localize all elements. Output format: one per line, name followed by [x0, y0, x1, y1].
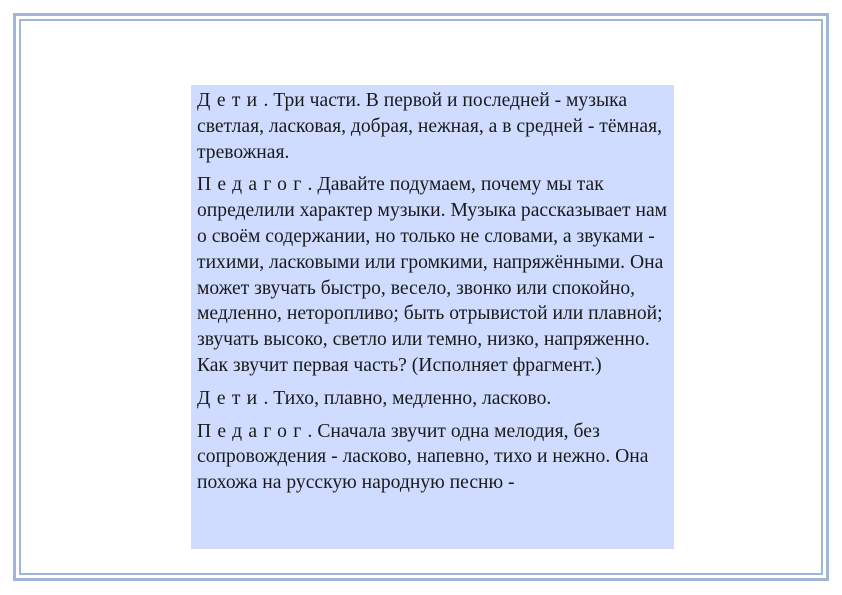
paragraph-text: Три части. В первой и последней - музыка светлая, ласковая, добрая, нежная, а в средней - тёмная, тревожная. [197, 90, 663, 163]
speaker-name: Дети [197, 387, 264, 409]
dialogue-text-box [191, 85, 674, 549]
speaker-name: Педагог [197, 174, 308, 196]
paragraph-text: Тихо, плавно, медленно, ласково. [273, 387, 552, 409]
speaker-name: Педагог [197, 420, 308, 442]
dialogue-paragraph: Педагог. Сначала звучит одна мелодия, без сопровождения - ласково, напевно, тихо и нежно. Она похожа на русскую народную песню - [197, 420, 649, 494]
dialogue-paragraph: Дети. Три части. В первой и последней - музыка светлая, ласковая, добрая, нежная, а в средней - тёмная, тревожная. [197, 90, 663, 163]
speaker-name: Дети [197, 90, 264, 111]
dialogue-paragraph: Дети. Тихо, плавно, медленно, ласково. [197, 387, 552, 409]
dialogue-paragraph: Педагог. Давайте подумаем, почему мы так определили характер музыки. Музыка рассказывает нам о своём содержании, но только не словами, а звуками - тихими, ласковыми или громкими, напряжёнными. Она может звучать быстро, весело, звонко или спокойно, медленно, неторопливо; быть отрывистой или плавной; звучать высоко, светло или темно, низко, напряженно. Как звучит первая часть? (Исполняет фрагмент.) [197, 174, 668, 376]
paragraph-text: Сначала звучит одна мелодия, без сопровождения - ласково, напевно, тихо и нежно. Она похожа на русскую народную песню - [197, 420, 649, 494]
paragraph-text: Давайте подумаем, почему мы так определили характер музыки. Музыка рассказывает нам о своём содержании, но только не словами, а звуками - тихими, ласковыми или громкими, напряжёнными. Она может звучать быстро, весело, звонко или спокойно, медленно, неторопливо; быть отрывистой или плавной; звучать высоко, светло или темно, низко, напряженно. Как звучит первая часть? (Исполняет фрагмент.) [197, 174, 668, 376]
